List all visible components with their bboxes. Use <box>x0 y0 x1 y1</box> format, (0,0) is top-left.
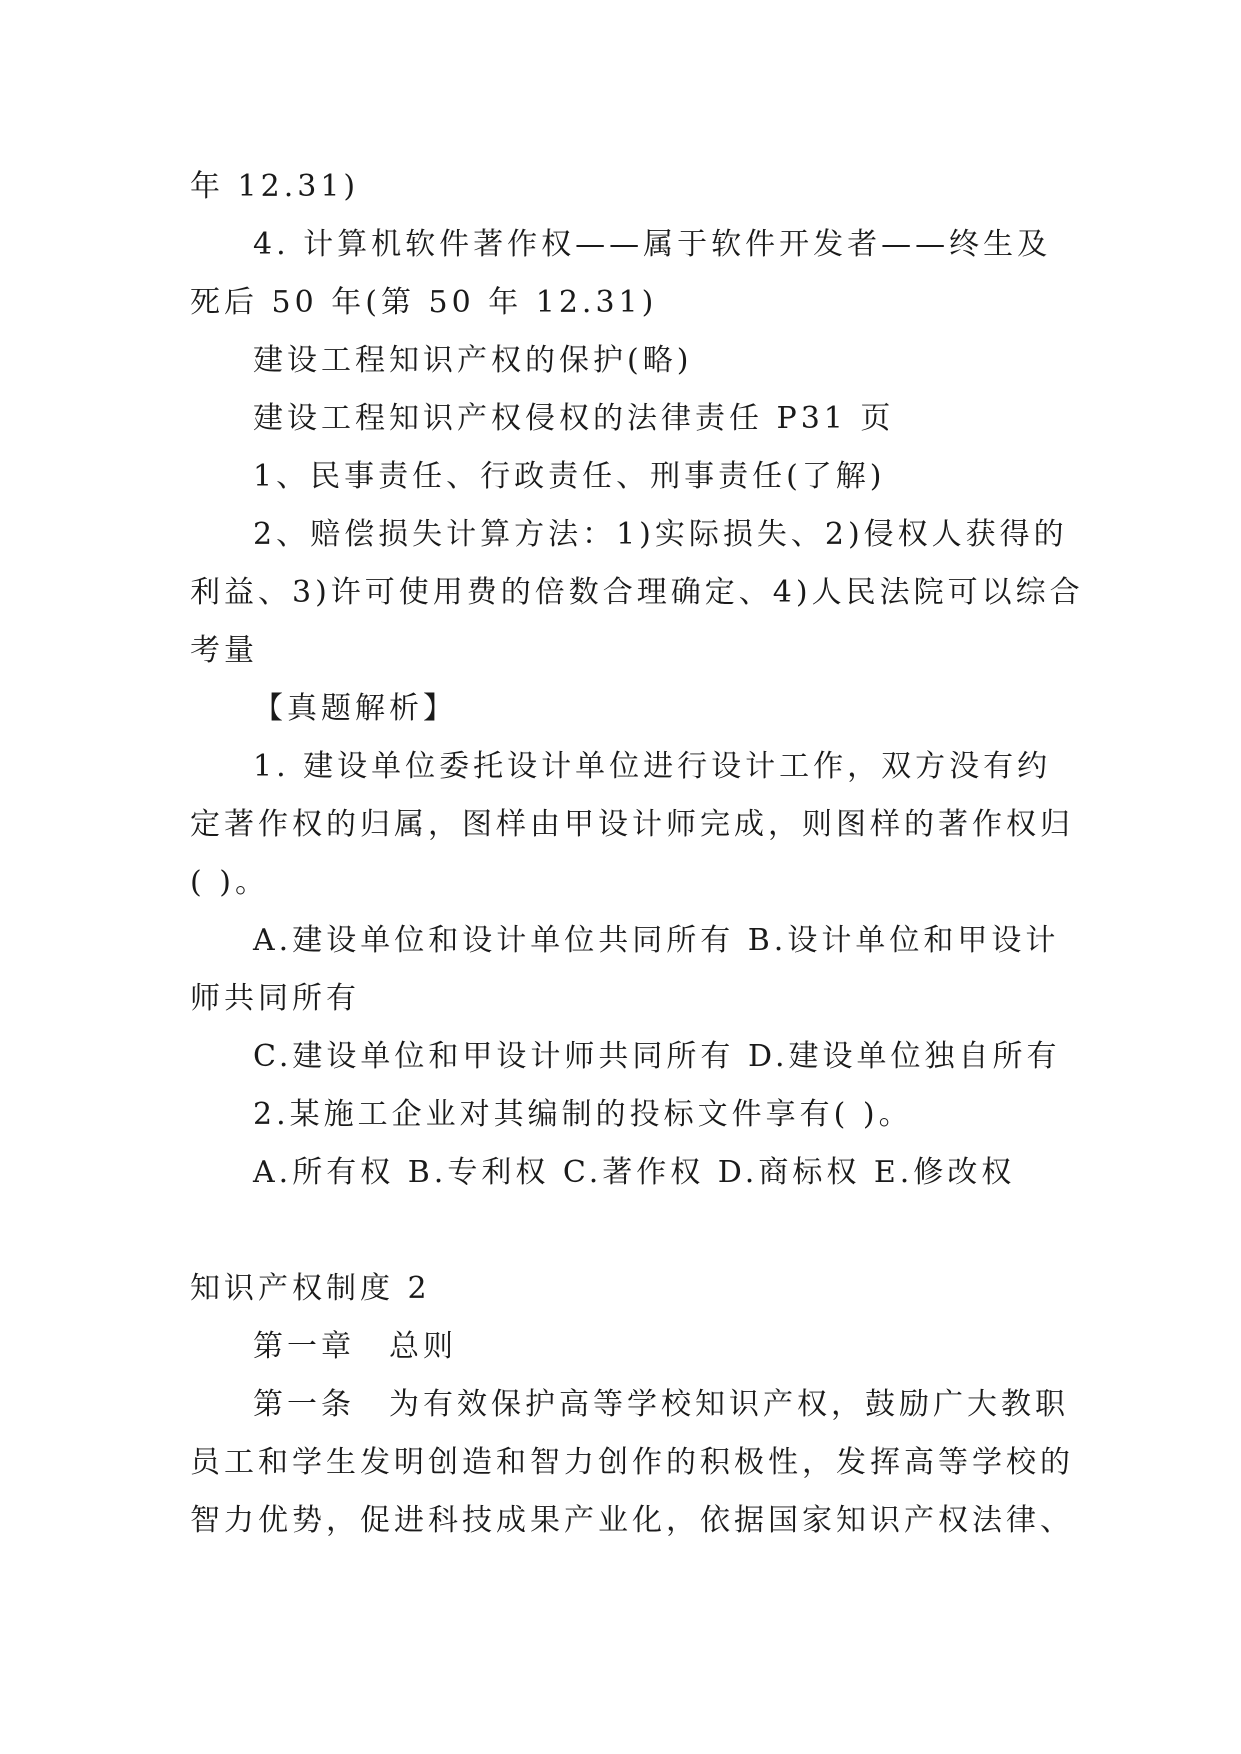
question-text: 定著作权的归属，图样由甲设计师完成，则图样的著作权归 <box>190 807 1074 842</box>
answer-options: C.建设单位和甲设计师共同所有 D.建设单位独自所有 <box>253 1039 1061 1074</box>
article-text: 智力优势，促进科技成果产业化，依据国家知识产权法律、 <box>190 1503 1074 1538</box>
section-heading: 建设工程知识产权侵权的法律责任 P31 页 <box>253 401 895 436</box>
article-text: 员工和学生发明创造和智力创作的积极性，发挥高等学校的 <box>190 1445 1074 1480</box>
section-heading: 建设工程知识产权的保护(略) <box>253 343 693 378</box>
section-heading: 【真题解析】 <box>253 691 457 726</box>
blank-gap <box>190 1202 1060 1260</box>
document-body <box>190 158 1084 1550</box>
question-text: ( )。 <box>190 865 269 900</box>
answer-options: 师共同所有 <box>190 981 360 1016</box>
chapter-heading: 第一章 总则 <box>253 1329 457 1364</box>
document-title: 知识产权制度 2 <box>190 1271 431 1306</box>
question-text: 2.某施工企业对其编制的投标文件享有( )。 <box>253 1097 913 1132</box>
article-text: 第一条 为有效保护高等学校知识产权，鼓励广大教职 <box>253 1387 1069 1422</box>
answer-options: A.所有权 B.专利权 C.著作权 D.商标权 E.修改权 <box>253 1155 1016 1190</box>
text-line: 利益、3)许可使用费的倍数合理确定、4)人民法院可以综合 <box>190 575 1084 610</box>
answer-options: A.建设单位和设计单位共同所有 B.设计单位和甲设计 <box>253 923 1060 958</box>
text-line: 考量 <box>190 633 258 668</box>
text-line: 4. 计算机软件著作权——属于软件开发者——终生及 <box>253 227 1052 262</box>
question-text: 1. 建设单位委托设计单位进行设计工作，双方没有约 <box>253 749 1052 784</box>
text-line: 2、赔偿损失计算方法：1)实际损失、2)侵权人获得的 <box>253 517 1068 552</box>
text-line: 年 12.31) <box>190 169 360 204</box>
text-line: 1、民事责任、行政责任、刑事责任(了解) <box>253 459 886 494</box>
text-line: 死后 50 年(第 50 年 12.31) <box>190 285 658 320</box>
